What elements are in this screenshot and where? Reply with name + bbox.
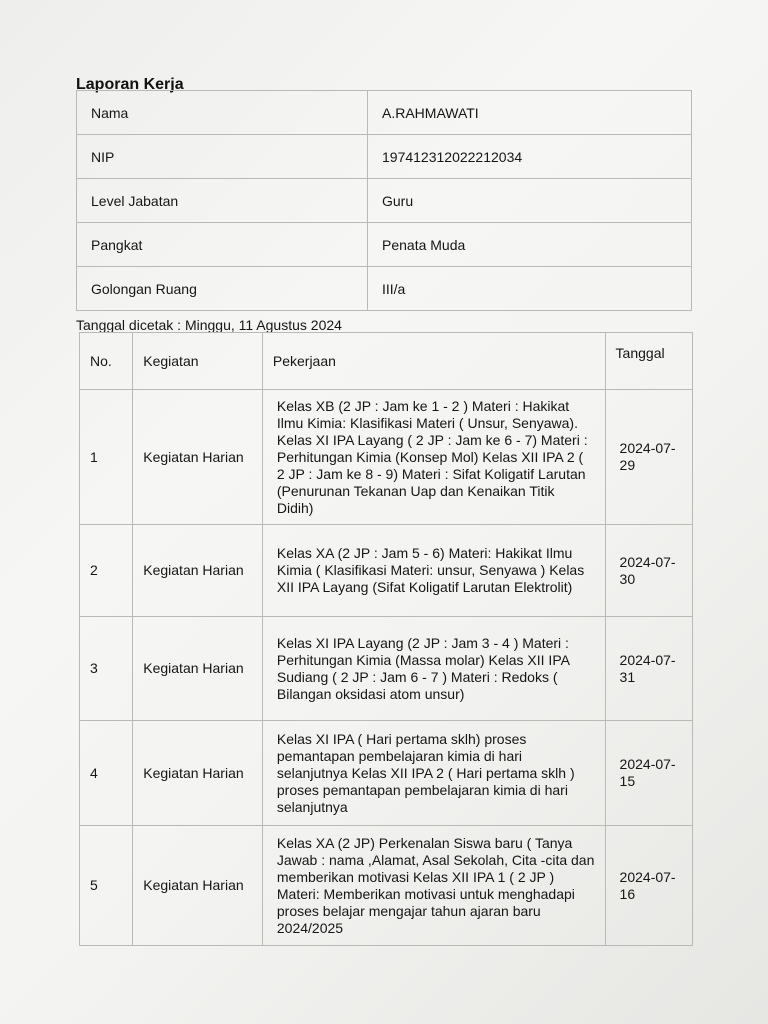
header-pekerjaan: Pekerjaan xyxy=(262,333,605,390)
profile-value: A.RAHMAWATI xyxy=(368,91,692,135)
activity-pekerjaan: Kelas XI IPA Layang (2 JP : Jam 3 - 4 ) Materi : Perhitungan Kimia (Massa molar) Kelas XII IPA Sudiang ( 2 JP : Jam 6 - 7 ) Materi : Redoks ( Bilangan oksidasi atom unsur) xyxy=(262,617,605,721)
activity-row xyxy=(80,826,693,946)
activity-tanggal: 2024-07-15 xyxy=(605,721,692,826)
activity-table xyxy=(79,332,693,946)
profile-value: Guru xyxy=(368,179,692,223)
print-date: Tanggal dicetak : Minggu, 11 Agustus 2024 xyxy=(76,317,342,333)
profile-label: Golongan Ruang xyxy=(77,267,368,311)
activity-no: 1 xyxy=(80,390,133,525)
activity-no: 3 xyxy=(80,617,133,721)
activity-tanggal: 2024-07-30 xyxy=(605,525,692,617)
profile-label: NIP xyxy=(77,135,368,179)
activity-pekerjaan: Kelas XI IPA ( Hari pertama sklh) proses pemantapan pembelajaran kimia di hari selanjutnya Kelas XII IPA 2 ( Hari pertama sklh ) proses pemantapan pembelajaran kimia di hari selanjutnya xyxy=(262,721,605,826)
header-no: No. xyxy=(80,333,133,390)
profile-row-nip xyxy=(77,135,692,179)
header-kegiatan: Kegiatan xyxy=(133,333,263,390)
profile-table xyxy=(76,90,692,311)
profile-label: Level Jabatan xyxy=(77,179,368,223)
activity-kegiatan: Kegiatan Harian xyxy=(133,525,263,617)
document-title: Laporan Kerja xyxy=(76,76,184,93)
activity-kegiatan: Kegiatan Harian xyxy=(133,617,263,721)
profile-label: Nama xyxy=(77,91,368,135)
activity-no: 5 xyxy=(80,826,133,946)
activity-row xyxy=(80,525,693,617)
activity-pekerjaan: Kelas XB (2 JP : Jam ke 1 - 2 ) Materi : Hakikat Ilmu Kimia: Klasifikasi Materi ( Unsur, Senyawa). Kelas XI IPA Layang ( 2 JP : Jam ke 6 - 7) Materi : Perhitungan Kimia (Konsep Mol) Kelas XII IPA 2 ( 2 JP : Jam ke 8 - 9) Materi : Sifat Koligatif Larutan (Penurunan Tekanan Uap dan Kenaikan Titik Didih) xyxy=(262,390,605,525)
activity-kegiatan: Kegiatan Harian xyxy=(133,390,263,525)
profile-row-nama xyxy=(77,91,692,135)
activity-kegiatan: Kegiatan Harian xyxy=(133,721,263,826)
activity-row xyxy=(80,721,693,826)
activity-no: 2 xyxy=(80,525,133,617)
activity-tanggal: 2024-07-16 xyxy=(605,826,692,946)
activity-row xyxy=(80,617,693,721)
profile-value: Penata Muda xyxy=(368,223,692,267)
profile-row-pangkat xyxy=(77,223,692,267)
profile-value: III/a xyxy=(368,267,692,311)
activity-header-row xyxy=(80,333,693,390)
activity-tanggal: 2024-07-31 xyxy=(605,617,692,721)
profile-row-level-jabatan xyxy=(77,179,692,223)
activity-kegiatan: Kegiatan Harian xyxy=(133,826,263,946)
profile-label: Pangkat xyxy=(77,223,368,267)
header-tanggal: Tanggal xyxy=(605,333,692,390)
profile-value: 197412312022212034 xyxy=(368,135,692,179)
activity-no: 4 xyxy=(80,721,133,826)
activity-pekerjaan: Kelas XA (2 JP) Perkenalan Siswa baru ( Tanya Jawab : nama ,Alamat, Asal Sekolah, Cita -cita dan memberikan motivasi Kelas XII IPA 1 ( 2 JP ) Materi: Memberikan motivasi untuk menghadapi proses belajar mengajar tahun ajaran baru 2024/2025 xyxy=(262,826,605,946)
activity-row xyxy=(80,390,693,525)
profile-row-golongan-ruang xyxy=(77,267,692,311)
activity-pekerjaan: Kelas XA (2 JP : Jam 5 - 6) Materi: Hakikat Ilmu Kimia ( Klasifikasi Materi: unsur, Senyawa ) Kelas XII IPA Layang (Sifat Koligatif Larutan Elektrolit) xyxy=(262,525,605,617)
activity-tanggal: 2024-07-29 xyxy=(605,390,692,525)
